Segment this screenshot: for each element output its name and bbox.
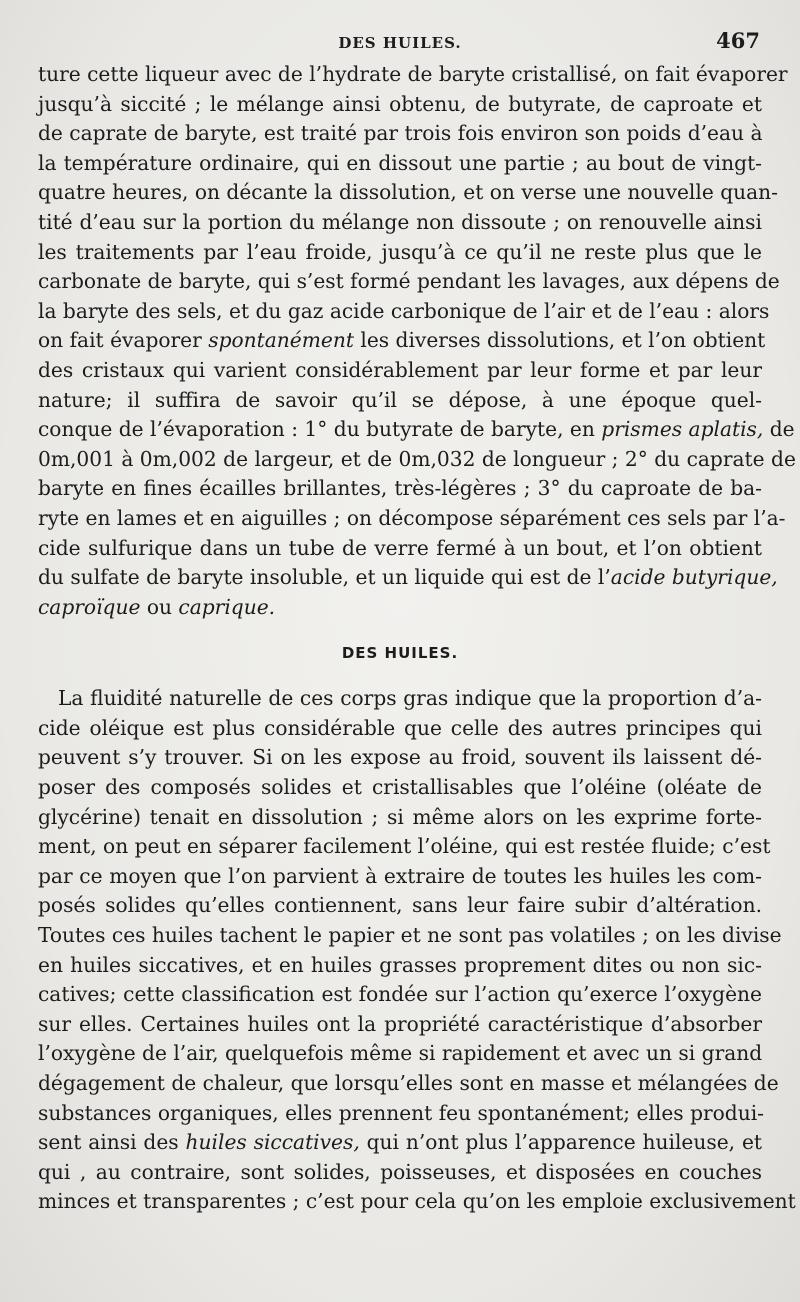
italic-term: caproïque	[38, 594, 141, 619]
text-line	[38, 386, 762, 416]
page-number: 467	[716, 28, 760, 53]
text-run: la baryte des sels, et du gaz acide carbonique de l’air et de l’eau : alors	[38, 298, 770, 323]
text-line	[38, 563, 778, 593]
text-line	[38, 356, 762, 386]
text-line	[38, 267, 780, 297]
text-line	[38, 238, 762, 268]
text-run: on fait évaporer	[38, 328, 209, 353]
text-run: qui n’ont plus l’apparence huileuse, et	[359, 1130, 762, 1155]
text-line	[38, 803, 762, 833]
text-line	[38, 951, 762, 981]
text-run: minces et transparentes ; c’est pour cela qu’on les emploie exclusivement	[38, 1189, 796, 1214]
text-run: cide sulfurique dans un tube de verre fermé à un bout, et l’on obtient	[38, 535, 762, 560]
text-run: ou	[140, 594, 179, 619]
text-run: substances organiques, elles prennent feu spontanément; elles produi-	[38, 1100, 765, 1125]
text-line	[38, 1039, 762, 1069]
text-run: tité d’eau sur la portion du mélange non dissoute ; on renouvelle ainsi	[38, 209, 762, 234]
text-run: sur elles. Certaines huiles ont la propriété caractéristique d’absorber	[38, 1011, 762, 1036]
italic-term: huiles siccatives,	[185, 1130, 360, 1155]
text-run: de caprate de baryte, est traité par trois fois environ son poids d’eau à	[38, 121, 763, 146]
text-run: glycérine) tenait en dissolution ; si même alors on les exprime forte-	[38, 804, 762, 829]
italic-term: prismes aplatis,	[601, 417, 764, 442]
text-run: posés solides qu’elles contiennent, sans leur faire subir d’altération.	[38, 893, 762, 918]
text-run: des cristaux qui varient considérablement par leur forme et par leur	[38, 357, 762, 382]
text-line	[38, 149, 762, 179]
paragraph-oil-acids	[38, 60, 796, 622]
section-title: DES HUILES.	[341, 644, 459, 663]
text-run: l’oxygène de l’air, quelquefois même si rapidement et avec un si grand	[38, 1041, 763, 1066]
text-run: La fluidité naturelle de ces corps gras indique que la proportion d’a-	[58, 686, 762, 711]
text-line	[38, 60, 788, 90]
text-run: conque de l’évaporation : 1° du butyrate de baryte, en	[38, 417, 602, 442]
text-run: baryte en fines écailles brillantes, très-légères ; 3° du caproate de ba-	[38, 476, 762, 501]
text-run: nature; il suffira de savoir qu’il se dépose, à une époque quel-	[38, 387, 762, 412]
text-line	[38, 534, 762, 564]
text-run: sent ainsi des	[38, 1130, 186, 1155]
text-line	[38, 1010, 762, 1040]
text-line	[38, 1069, 779, 1099]
text-run: ryte en lames et en aiguilles ; on décompose séparément ces sels par l’a-	[38, 505, 786, 530]
text-run: 0m,001 à 0m,002 de largeur, et de 0m,032 de longueur ; 2° du caprate de	[38, 446, 796, 471]
text-line	[38, 773, 762, 803]
text-run: jusqu’à siccité ; le mélange ainsi obtenu, de butyrate, de caproate et	[38, 91, 762, 116]
italic-term: acide butyrique,	[610, 565, 778, 590]
text-run: en huiles siccatives, et en huiles grasses proprement dites ou non sic-	[38, 952, 762, 977]
text-line	[38, 714, 762, 744]
text-run: les diverses dissolutions, et l’on obtient	[353, 328, 766, 353]
text-run: poser des composés solides et cristallisables que l’oléine (oléate de	[38, 775, 762, 800]
text-line	[38, 119, 762, 149]
text-run: la température ordinaire, qui en dissout une partie ; au bout de vingt-	[38, 150, 762, 175]
text-run: ment, on peut en séparer facilement l’oléine, qui est restée fluide; c’est	[38, 834, 771, 859]
text-line	[38, 504, 786, 534]
text-line	[38, 862, 762, 892]
text-run: dégagement de chaleur, que lorsqu’elles sont en masse et mélangées de	[38, 1071, 779, 1095]
text-line	[38, 980, 762, 1010]
text-run: peuvent s’y trouver. Si on les expose au froid, souvent ils laissent dé-	[38, 745, 762, 770]
text-line	[38, 593, 762, 623]
text-line	[38, 1099, 765, 1129]
text-run: du sulfate de baryte insoluble, et un liquide qui est de l’	[38, 565, 611, 590]
page-header	[38, 0, 762, 60]
text-line	[38, 1158, 762, 1188]
italic-term: caprique.	[178, 594, 276, 619]
text-line	[38, 891, 762, 921]
text-run: cide oléique est plus considérable que celle des autres principes qui	[38, 715, 762, 740]
text-run: par ce moyen que l’on parvient à extraire de toutes les huiles les com-	[38, 863, 762, 888]
text-line	[38, 178, 778, 208]
text-line	[38, 90, 762, 120]
text-run: qui , au contraire, sont solides, poisseuses, et disposées en couches	[38, 1159, 762, 1184]
text-run: catives; cette classification est fondée sur l’action qu’exerce l’oxygène	[38, 982, 762, 1007]
text-line	[38, 921, 782, 951]
text-run: les traitements par l’eau froide, jusqu’à ce qu’il ne reste plus que le	[38, 239, 762, 264]
text-line	[38, 684, 762, 714]
paragraph-des-huiles	[38, 684, 796, 1217]
text-line	[38, 415, 795, 445]
text-line	[38, 326, 766, 356]
text-line	[38, 297, 770, 327]
text-run: de	[763, 417, 795, 442]
text-run: quatre heures, on décante la dissolution, et on verse une nouvelle quan-	[38, 180, 778, 205]
text-line	[38, 445, 796, 475]
text-run: Toutes ces huiles tachent le papier et ne sont pas volatiles ; on les divise	[38, 923, 782, 948]
text-run: ture cette liqueur avec de l’hydrate de baryte cristallisé, on fait évaporer	[38, 62, 788, 86]
text-run: carbonate de baryte, qui s’est formé pendant les lavages, aux dépens de	[38, 269, 780, 294]
italic-term: spontanément	[208, 328, 354, 353]
running-head: DES HUILES.	[338, 34, 462, 52]
text-line	[38, 474, 762, 504]
text-line	[38, 1187, 796, 1217]
text-line	[38, 208, 762, 238]
text-line	[38, 743, 762, 773]
text-line	[38, 832, 771, 862]
text-line	[38, 1128, 762, 1158]
